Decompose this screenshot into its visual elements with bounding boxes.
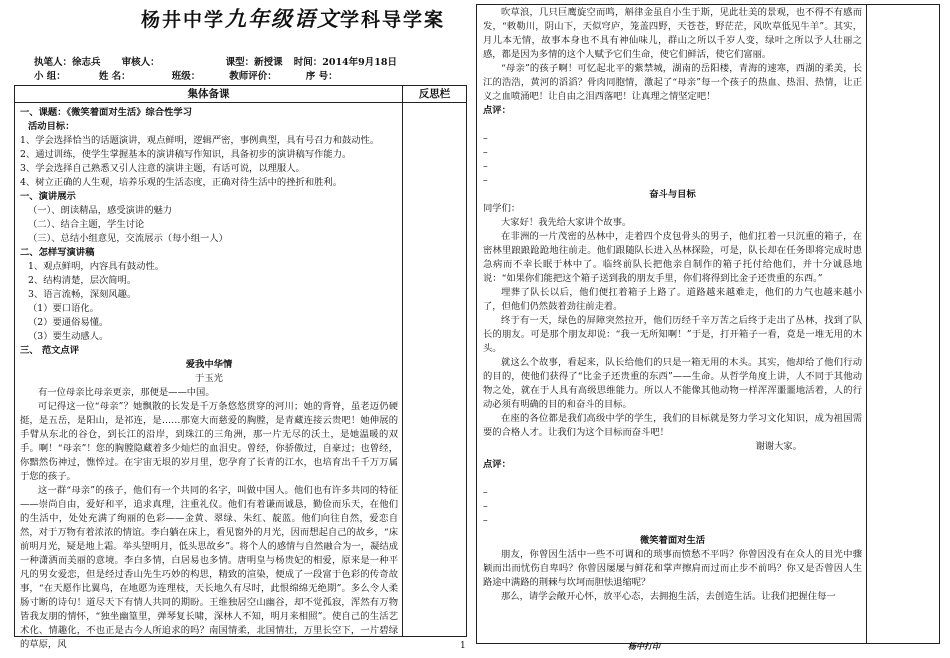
reflection-header: 反思栏 <box>418 88 451 100</box>
essay-paragraph: “母亲”的孩子啊！可忆起北平的紫禁城，湖南的岳阳楼，青海的速寒，西湖的柔美，长江的浩浩，黄河的滔滔？骨肉同胞情，激起了“母亲”每一个孩子的热血、热泪、热情，让正义之血喷涌吧！让自由之泪西落吧！让真理之情坚定吧！ <box>483 63 862 102</box>
lesson-content <box>15 103 403 650</box>
speech-paragraph: 那么，请学会敞开心怀，放平心态，去拥抱生活，去创造生活。让我们把握住每一 <box>501 591 836 602</box>
outline-line: 1、学会选择恰当的话题演讲，观点鲜明，逻辑严密，事例典型，具有号召力和鼓动性。 <box>20 135 380 146</box>
speech-paragraph: 埋葬了队长以后，他们便扛着箱子上路了。道路越来越难走，他们的力气也越来越小了，但他们仍然鼓着劲往前走着。 <box>483 287 862 312</box>
comment-dash: – <box>483 515 488 526</box>
outline-line: （1）要口语化。 <box>28 303 99 314</box>
essay-body <box>20 386 398 652</box>
speech-paragraph: 在座的各位都是我们高级中学的学生，我们的目标就是努力学习文化知识，成为祖国需要的合格人才。让我们为这个目标而奋斗吧！ <box>483 413 862 438</box>
outline-line: 一、演讲展示 <box>20 191 76 202</box>
speech2-closing: 谢谢大家。 <box>755 441 802 452</box>
reflection-column <box>403 103 466 636</box>
essay-author: 于玉光 <box>195 373 223 384</box>
collective-prep-header: 集体备课 <box>15 86 403 102</box>
outline-line: 2、结构清楚，层次简明。 <box>28 275 137 286</box>
comment-dash: – <box>483 147 488 158</box>
comment-label: 点评： <box>483 105 511 116</box>
essay-paragraph: 有一位母亲比母亲更亲，那便是——中国。 <box>38 387 215 398</box>
essay-continuation <box>483 6 862 104</box>
speech-paragraph: 在非洲的一片茂密的丛林中，走着四个皮包骨头的男子，他们扛着一只沉重的箱子，在密林里踉踉跄跄地往前走。他们跟随队长进入丛林探险，可是，队长却在任务即将完成时患急病而不幸长眠于林中了。临终前队长把他亲自制作的箱子托付给他们，并十分诚恳地说：“如果你们能把这个箱子送到我的朋友手里，你们将得到比金子还贵重的东西。” <box>483 231 862 284</box>
speech3-body <box>483 548 862 604</box>
page-number: 1 <box>460 641 466 651</box>
lesson-outline <box>20 106 398 358</box>
left-lesson-table <box>14 85 467 650</box>
outline-line: 4、树立正确的人生观，培养乐观的生活态度，正确对待生活中的挫折和胜利。 <box>20 177 343 188</box>
outline-line: 3、学会选择自己熟悉又引人注意的演讲主题，有话可说，以理服人。 <box>20 163 305 174</box>
outline-line: （2）要通俗易懂。 <box>28 317 109 328</box>
right-content <box>477 5 867 643</box>
speech-paragraph: 朋友，你曾因生活中一些不可调和的琐事而愤愁不平吗？你曾因没有在众人的目光中骤颖而出而忧伤自卑吗？你曾因屡屡与鲜花和掌声擦肩而过而止步不前吗？你又是否曾因人生路途中满路的荆棘与坎坷而胆怯退缩呢？ <box>483 549 862 588</box>
comment-dash: – <box>483 501 488 512</box>
outline-line: （三）、总结小组意见，交流展示（每小组一人） <box>28 233 228 244</box>
table-header <box>15 86 466 103</box>
outline-line: （二）、结合主题，学生讨论 <box>28 219 145 230</box>
comment-dash: – <box>483 161 488 172</box>
essay-paragraph: 这一群“母亲”的孩子，他们有一个共同的名字，叫做中国人。他们也有许多共同的特征——崇尚自由，爱好和平，追求真理，注重礼仪。他们有着谦而诚恳，勤俭而乐天，在他们的生活中，处处充满了绚丽的色彩——金黄、翠绿、朱红、靛蓝。他们向往自然，爱恋自然，对于万物有着浓浓的情谊。李白躺在床上，看见窗外的月光，因而想起自己的故乡，“床前明月光，疑是地上霜。举头望明月，低头思故乡”。将个人的感情与自然融合为一，凝结成一种潇洒而美丽的意境。李白多情，白居易也多情。唐明皇与杨贵妃的相爱，原来是一种平凡的男女爱恋，但是经过香山先生巧妙的构思，精致的渲染，便成了一段富于色彩的传奇故事，“在天愿作比翼鸟，在地愿为连理枝，天长地久有尽时，此恨绵绵无绝期”。多么令人柔肠寸断的诗句！道尽天下有情人共同的期盼。王维独居空山幽谷，却不觉孤寂，浑然有万物皆我友朋的情怀，“独坐幽篁里，弹琴复长啸，深林人不知，明月来相照”。使自己的生活艺术化、情趣化，不也正是古今人所追求的吗？南国情柔，北国情壮，万里长空下，一片碧绿的草原，风 <box>20 485 398 650</box>
comment-dash: – <box>483 133 488 144</box>
outline-line: 3、语言流畅，深刻风趣。 <box>28 289 137 300</box>
comment-dash: – <box>483 175 488 186</box>
print-mark: 杨中打印 <box>628 641 660 651</box>
speech-paragraph: 大家好！我先给大家讲个故事。 <box>501 217 632 228</box>
outline-line: 2、通过训练，使学生掌握基本的演讲稿写作知识，具备初步的演讲稿写作能力。 <box>20 149 352 160</box>
essay-paragraph: 可记得这一位“母亲”？她飘散的长发是千万条悠悠贯穿的河川；她的背脊，虽老迈仍硬挺，是五岳，是阳山，是祁连，是……那宽大而慈爱的胸膛，是青藏连接云贵吧！她伸展的手臂从东北的谷仓，到长江的沿岸，到珠江的三角洲，那一片无尽的沃土，是她温暖的双手。啊！“母亲”！您的胸膛隐藏着多少灿烂的血泪史。曾经，你骄傲过，自豪过；也曾经，你黯然伤神过，憔悴过。在宇宙无垠的岁月里，您孕育了长青的江水，也培育出千千万万属于您的孩子。 <box>20 401 398 482</box>
outline-line: 二、怎样写演讲稿 <box>20 247 95 258</box>
comment-dash: – <box>483 487 488 498</box>
right-reflection-column <box>867 5 939 643</box>
page-title: 杨井中学九年级语文学科导学案 <box>140 6 446 31</box>
outline-line: 一、课题：《微笑着面对生活》综合性学习 <box>20 107 192 118</box>
speech-paragraph: 就这么个故事，看起来，队长给他们的只是一箱无用的木头。其实，他却给了他们行动的目的，使他们获得了“比金子还贵重的东西”——生命。从哲学角度上讲，人不同于其他动物之处，就在于人具有高级思维能力。所以人不能像其他动物一样浑浑噩噩地活着，人的行动必须有明确的目的和奋斗的目标。 <box>483 357 862 410</box>
meta-row-2: 小 组： 姓 名： 班级： 教师评价： 序 号： <box>34 71 338 82</box>
comment-label: 点评： <box>483 459 511 470</box>
speech-paragraph: 终于有一天，绿色的屏障突然拉开，他们历经千辛万苦之后终于走出了丛林，找到了队长的朋友。可是那个朋友却说：“我一无所知啊！”于是，打开箱子一看，竟是一堆无用的木头。 <box>483 315 862 354</box>
speech2-body <box>483 216 862 440</box>
outline-line: 活动目标： <box>28 121 75 132</box>
speech2-greeting: 同学们： <box>483 203 521 214</box>
outline-line: （3）要生动感人。 <box>28 331 109 342</box>
speech3-title: 微笑着面对生活 <box>639 535 706 546</box>
essay-title: 爱我中华情 <box>185 359 233 370</box>
outline-line: （一）、朗读精品，感受演讲的魅力 <box>28 205 173 216</box>
speech2-title: 奋斗与目标 <box>649 189 696 200</box>
meta-row-1: 执笔人：徐志兵 审核人： 课型：新授课 时间：2014年9月18日 <box>34 57 397 68</box>
outline-line: 三、 范文点评 <box>20 345 80 356</box>
outline-line: 1、观点鲜明，内容具有鼓动性。 <box>28 261 165 272</box>
essay-paragraph: 吹草浪，几只巨鹰旋空而鸣，斛律金虽自小生于斯，见此壮美的景观，也不得不有感而发，“敕勒川，阴山下，天似穹庐，笼盖四野，天苍苍，野茫茫，风吹草低见牛羊”。其实，月儿本无情，故事本身也不具有神仙味儿，群山之所以千岁人变，绿叶之所以予人壮丽之感，都是因为多情的这个人赋予它们生命，使它们鲜活，使它们富丽。 <box>483 7 862 60</box>
right-lesson-table <box>476 4 940 644</box>
